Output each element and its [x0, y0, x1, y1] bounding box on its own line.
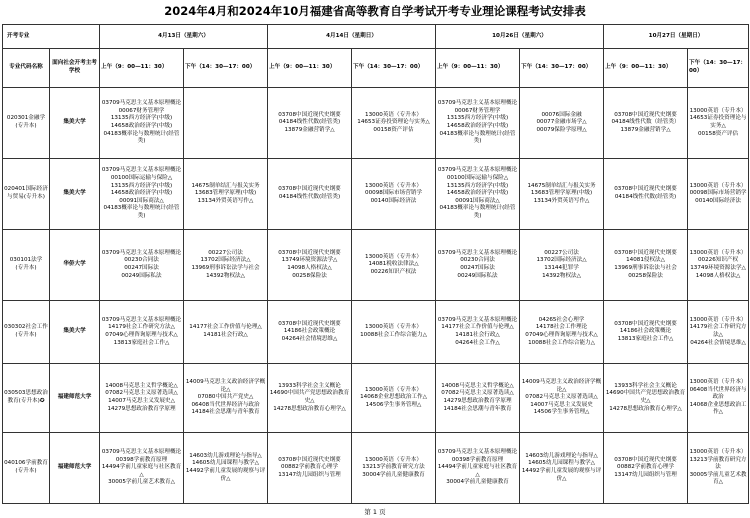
table-row	[3, 364, 749, 433]
col-uni-header: 面向社会开考主考学校	[50, 49, 100, 88]
exam-cell: 03709马克思主义基本原理概论 00230合同法 00247国际法 00249国际私法	[436, 230, 520, 301]
exam-cell: 13000英语（专升本） 14179社会工作研究方法△ 04264社会情境思维△	[688, 301, 749, 364]
exam-cell: 13933科学社会主义概论 14690中国共产党思想政治教育史△ 14278思想政治教育心理学△	[604, 364, 688, 433]
exam-cell: 03709马克思主义基本原理概论 00067财务管理学 13135西方经济学(中级) 14658政治经济学(中级) 04183概率论与数理统计(经管类)	[436, 88, 520, 159]
university: 集美大学	[50, 159, 100, 230]
exam-cell: 03708中国近现代史纲要 04184线性代数(经管类) 13879金融营销学△	[268, 88, 352, 159]
exam-cell: 00227公司法 13702国际经济法△ 13144犯罪学 14392物权法△	[520, 230, 604, 301]
exam-cell: 03708中国近现代史纲要 04184线性代数(经管类)	[268, 159, 352, 230]
exam-cell: 03709马克思主义基本原理概论 14177社会工作价值与伦理△ 14181社会行政△ 04264社会工作△	[436, 301, 520, 364]
university: 福建师范大学	[50, 433, 100, 504]
exam-cell: 13000英语（专升本） 00098国际市场营销学 00140国际经济法	[688, 159, 749, 230]
pm-header: 下午（14：30—17：00）	[184, 49, 268, 88]
exam-cell: 13000英语（专升本） 14081税收法律法△ 00226知识产权法	[352, 230, 436, 301]
table-row	[3, 301, 749, 364]
table-row	[3, 433, 749, 504]
exam-cell: 14009马克思主义政治经济学概论△ 07080中国共产党史△ 06408当代世界经济与政治 14184社会思潮与青年教育	[184, 364, 268, 433]
exam-cell: 13000英语（专升本） 06408当代世界经济与政治 14068企业思想政治工作△	[688, 364, 749, 433]
exam-cell: 14675制单结汇与报关实务 13683管理学原理(中级) 13134外贸英语写作△	[520, 159, 604, 230]
exam-cell: 03709马克思主义基本原理概论 00398学前教育原理 14494学前儿童家庭与社区教育△ 30004学前儿童健康教育	[436, 433, 520, 504]
exam-cell: 03708中国近现代史纲要 13749环境资源法学△ 14098人格权法△ 00258保险法	[268, 230, 352, 301]
exam-cell: 14177社会工作价值与伦理△ 14181社会行政△	[184, 301, 268, 364]
exam-cell: 03708中国近现代史纲要 14186社会政策概论 13813家庭社会工作△	[604, 301, 688, 364]
date-header: 4月14日（星期日）	[268, 25, 436, 49]
exam-cell: 14008马克思主义哲学概论△ 07082马克思主义原著选读△ 14279思想政治教育学原理 14184社会思潮与青年教育	[436, 364, 520, 433]
am-header: 上午（9：00—11：30）	[100, 49, 184, 88]
page-number: 第 1 页	[364, 508, 386, 516]
date-header: 10月26日（星期六）	[436, 25, 604, 49]
exam-cell: 03709马克思主义基本原理概论 00100国际运输与保险△ 13135西方经济学(中级) 14658政治经济学(中级) 00091国际商法△ 04183概率论与数理统计(经管类)	[100, 159, 184, 230]
university: 集美大学	[50, 88, 100, 159]
date-header: 10月27日（星期日）	[604, 25, 749, 49]
table-row	[3, 159, 749, 230]
major-code: 030503思想政治教育(专升本)✪	[3, 364, 50, 433]
major-code: 020401国际经济与贸易(专升本)	[3, 159, 50, 230]
exam-cell: 03708中国近现代史纲要 00882学前教育心理学 13147幼儿园组织与管理	[604, 433, 688, 504]
exam-cell: 04265社会心理学 14178社会工作理论 07049心理咨询原理与技术△ 10088社会工作综合能力△	[520, 301, 604, 364]
exam-cell: 13000英语（专升本） 14068企业思想政治工作△ 14506学生事务管理△	[352, 364, 436, 433]
exam-cell: 14008马克思主义哲学概论△ 07082马克思主义原著选读△ 14007马克思主义发展史△ 14279思想政治教育学原理	[100, 364, 184, 433]
major-code: 020301金融学 (专升本)	[3, 88, 50, 159]
pm-header: 下午（14：30—17：00）	[688, 49, 749, 88]
major-code: 040106学前教育(专升本)	[3, 433, 50, 504]
col-code-header: 专业代码名称	[3, 49, 50, 88]
exam-cell: 03709马克思主义基本原理概论 00100国际运输与保险△ 13135西方经济学(中级) 14658政治经济学(中级) 00091国际商法△ 04183概率论与数理统计(经管类)	[436, 159, 520, 230]
am-header: 上午（9：00—11：30）	[436, 49, 520, 88]
page-title: 2024年4月和2024年10月福建省高等教育自学考试开考专业理论课程考试安排表	[164, 4, 586, 18]
exam-cell: 13000英语（专升本） 10088社会工作综合能力△	[352, 301, 436, 364]
exam-cell: 13000英语（专升本） 14653证券投资理论与实务△ 00158资产评估	[688, 88, 749, 159]
exam-cell: 03709马克思主义基本原理概论 00398学前教育原理 14494学前儿童家庭与社区教育△ 30005学前儿童艺术教育△	[100, 433, 184, 504]
exam-cell: 13000英语（专升本） 00098国际市场营销学 00140国际经济法	[352, 159, 436, 230]
am-header: 上午（9：00—11：30）	[604, 49, 688, 88]
exam-cell: 03708中国近现代史纲要 04184线性代数(经管类)	[604, 159, 688, 230]
pm-header: 下午（14：30—17：00）	[352, 49, 436, 88]
exam-cell: 14675制单结汇与报关实务 13683管理学原理(中级) 13134外贸英语写作△	[184, 159, 268, 230]
date-header: 4月13日（星期六）	[100, 25, 268, 49]
table-row	[3, 88, 749, 159]
table-row	[3, 230, 749, 301]
exam-cell	[184, 88, 268, 159]
exam-cell: 03708中国近现代史纲要 14186社会政策概论 04264社会情境思维△	[268, 301, 352, 364]
university: 华侨大学	[50, 230, 100, 301]
exam-cell: 13000英语（专升本） 13213学前教育研究方法 30004学前儿童健康教育	[352, 433, 436, 504]
major-label: 开考专业	[3, 25, 100, 49]
exam-cell: 13000英语（专升本） 00226知识产权 13749环境资源法学△ 14098人格权法△	[688, 230, 749, 301]
exam-cell: 03708中国近现代史纲要 00882学前教育心理学 13147幼儿园组织与管理	[268, 433, 352, 504]
major-code: 030302社会工作 (专升本)	[3, 301, 50, 364]
university: 集美大学	[50, 301, 100, 364]
pm-header: 下午（14：30—17：00）	[520, 49, 604, 88]
major-code: 030101法学 (专升本)	[3, 230, 50, 301]
exam-cell: 03708中国近现代史纲要 04184线性代数（经管类） 13879金融营销学△	[604, 88, 688, 159]
exam-cell: 13000英语（专升本） 13213学前教育研究方法 30005学前儿童艺术教育△	[688, 433, 749, 504]
exam-cell: 03709马克思主义基本原理概论 00067财务管理学 13135西方经济学(中级) 14658政治经济学(中级) 04183概率论与数理统计(经管类)	[100, 88, 184, 159]
exam-cell: 14009马克思主义政治经济学概论△ 07082马克思主义原著选读△ 14007马克思主义发展史 14506学生事务管理△	[520, 364, 604, 433]
exam-schedule-table	[2, 24, 749, 504]
header-row-sessions	[3, 49, 749, 88]
exam-cell: 03709马克思主义基本原理概论 14179社会工作研究方法△ 07049心理咨询原理与技术△ 13813家庭社会工作△	[100, 301, 184, 364]
header-row-dates	[3, 25, 749, 49]
exam-cell: 00227公司法 13702国际经济法△ 13969刑事诉讼法学与社会 14392物权法△	[184, 230, 268, 301]
exam-cell: 14603幼儿游戏理论与指导△ 14605幼儿园课程与教学△ 14492学前儿童发展的观察与评价△	[520, 433, 604, 504]
exam-cell: 00076国际金融 00077金融市场学△ 00079保险学原理△	[520, 88, 604, 159]
exam-cell: 13933科学社会主义概论 14690中国共产党思想政治教育史△ 14278思想政治教育心理学△	[268, 364, 352, 433]
university: 福建师范大学	[50, 364, 100, 433]
exam-cell: 03709马克思主义基本原理概论 00230合同法 00247国际法 00249国际私法	[100, 230, 184, 301]
exam-cell: 03708中国近现代史纲要 14081侵权法△ 13969刑事诉讼法与社会 00258保险法	[604, 230, 688, 301]
am-header: 上午（9：00—11：30）	[268, 49, 352, 88]
exam-cell: 14603幼儿游戏理论与指导△ 14605幼儿园课程与教学△ 14492学前儿童发展的观察与评价△	[184, 433, 268, 504]
exam-cell: 13000英语（专升本） 14653证券投资理论与实务△ 00158资产评估	[352, 88, 436, 159]
